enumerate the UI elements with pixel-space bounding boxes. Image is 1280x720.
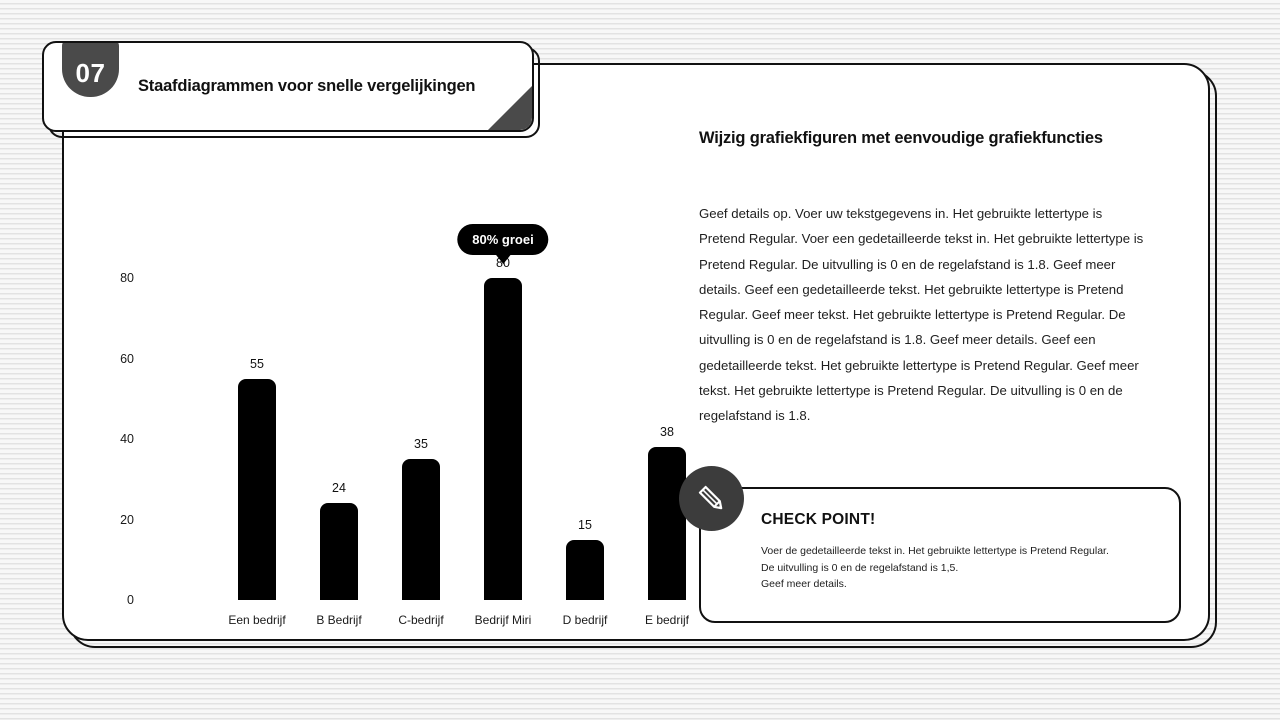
section-heading: Wijzig grafiekfiguren met eenvoudige grafiekfuncties bbox=[699, 129, 1103, 147]
chart-annotation-tooltip: 80% groei bbox=[457, 224, 548, 255]
y-axis-ticks bbox=[102, 63, 134, 641]
bar-category-label: C-bedrijf bbox=[398, 613, 444, 627]
bar-value-label: 38 bbox=[660, 425, 674, 440]
checkpoint-body bbox=[761, 543, 1161, 593]
bar-category-label: Bedrijf Miri bbox=[474, 613, 532, 627]
bar-value-label: 15 bbox=[578, 517, 592, 532]
bar-value-label: 55 bbox=[250, 356, 264, 371]
chart-plot-area bbox=[148, 63, 690, 641]
section-body-text: Geef details op. Voer uw tekstgegevens in. Het gebruikte lettertype is Pretend Regular. Voer een gedetailleerde tekst in. Het gebruikte lettertype is Pretend Regular. De uitvulling is 0 en de regelafstand is 1.8. Geef meer details. Geef een gedetailleerde tekst. Het gebruikte lettertype is Pretend Regular. Geef meer tekst. Het gebruikte lettertype is Pretend Regular. De uitvulling is 0 en de regelafstand is 1.8. Geef meer details. Geef een gedetailleerde tekst. Het gebruikte lettertype is Pretend Regular. Geef meer tekst. Het gebruikte lettertype is Pretend Regular. De uitvulling is 0 en de regelafstand is 1.8. bbox=[699, 206, 1144, 424]
bar-5[interactable] bbox=[566, 540, 604, 600]
bar-4[interactable] bbox=[484, 278, 522, 600]
y-axis-tick-0: 0 bbox=[127, 593, 134, 607]
checkpoint-line-2: De uitvulling is 0 en de regelafstand is 1,5. bbox=[761, 561, 959, 574]
pencil-icon bbox=[679, 466, 744, 531]
bar-category-label: D bedrijf bbox=[562, 613, 608, 627]
y-axis-tick-40: 40 bbox=[120, 432, 134, 446]
checkpoint-line-3: Geef meer details. bbox=[761, 578, 847, 590]
page-title: Staafdiagrammen voor snelle vergelijkingen bbox=[138, 77, 476, 95]
bar-6[interactable] bbox=[648, 447, 686, 600]
bar-1[interactable] bbox=[238, 379, 276, 600]
bar-3[interactable] bbox=[402, 459, 440, 600]
bar-value-label: 24 bbox=[332, 481, 346, 496]
slide-number-label: 07 bbox=[75, 58, 106, 88]
slide-title-tab bbox=[42, 41, 534, 132]
folded-corner-decoration bbox=[488, 86, 532, 130]
checkpoint-line-1: Voer de gedetailleerde tekst in. Het gebruikte lettertype is Pretend Regular. bbox=[761, 545, 1109, 557]
checkpoint-box bbox=[699, 487, 1181, 623]
slide-number-badge bbox=[62, 41, 119, 97]
bar-category-label: E bedrijf bbox=[644, 613, 690, 627]
bar-chart bbox=[62, 63, 690, 641]
bar-category-label: B Bedrijf bbox=[316, 613, 362, 627]
y-axis-tick-20: 20 bbox=[120, 512, 134, 527]
y-axis-tick-60: 60 bbox=[120, 351, 134, 366]
bar-value-label: 35 bbox=[414, 437, 428, 452]
bar-category-label: Een bedrijf bbox=[228, 613, 286, 627]
bar-2[interactable] bbox=[320, 503, 358, 600]
y-axis-tick-80: 80 bbox=[120, 271, 134, 285]
checkpoint-title: CHECK POINT! bbox=[761, 511, 876, 528]
